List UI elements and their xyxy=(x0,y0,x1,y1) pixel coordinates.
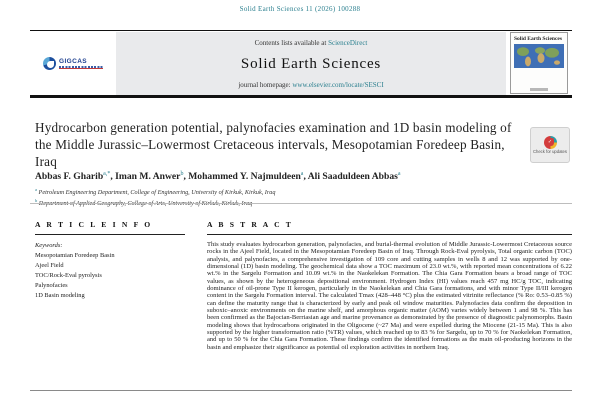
abstract-section xyxy=(207,220,572,351)
author-affil-mark: a,* xyxy=(103,171,111,177)
author-separator: , xyxy=(303,171,308,183)
homepage-line xyxy=(120,81,502,89)
author-affil-mark: b xyxy=(180,171,184,177)
keyword: TOC/Rock-Eval pyrolysis xyxy=(35,272,102,280)
bottom-divider xyxy=(30,390,572,391)
divider xyxy=(30,203,572,204)
author[interactable] xyxy=(308,171,401,182)
affiliation-mark: b xyxy=(35,197,38,203)
author-separator: , xyxy=(110,171,116,183)
homepage-prefix: journal homepage: xyxy=(238,81,293,89)
author[interactable] xyxy=(35,171,115,182)
world-map-image xyxy=(514,44,564,68)
abstract-heading: A B S T R A C T xyxy=(207,220,572,235)
sciencedirect-link[interactable]: ScienceDirect xyxy=(328,39,368,47)
author-name: Iman M. Anwer xyxy=(115,171,181,183)
cover-title: Solid Earth Sciences xyxy=(514,36,562,42)
gigcas-globe-icon xyxy=(43,57,56,70)
journal-citation-line: Solid Earth Sciences 11 (2026) 100288 xyxy=(239,5,361,13)
publisher-logo xyxy=(30,31,116,95)
journal-banner xyxy=(30,30,572,98)
affiliation xyxy=(35,187,555,198)
check-for-updates-badge[interactable] xyxy=(530,127,570,163)
author-affil-mark: a xyxy=(300,171,304,177)
journal-name: Solid Earth Sciences xyxy=(240,55,382,72)
homepage-url-link[interactable]: www.elsevier.com/locate/SESCI xyxy=(292,81,384,89)
banner-center xyxy=(116,32,506,95)
info-abstract-columns xyxy=(35,220,572,351)
article-info-heading: A R T I C L E I N F O xyxy=(35,220,185,235)
keywords-label: Keywords: xyxy=(35,242,63,249)
authors-line xyxy=(35,171,555,182)
keyword: Ajeel Field xyxy=(35,262,64,270)
check-for-updates-label: Check for updates xyxy=(533,148,567,154)
author-separator: , xyxy=(183,171,189,183)
cover-area xyxy=(506,31,572,95)
keyword: Mesopotamian Foredeep Basin xyxy=(35,252,115,260)
author[interactable] xyxy=(115,171,188,182)
author-affil-mark: a xyxy=(397,171,401,177)
keyword: 1D Basin modeling xyxy=(35,291,85,299)
author-name: Ali Saaduldeen Abbas xyxy=(307,171,398,183)
article-info-section xyxy=(35,220,185,351)
article-title: Hydrocarbon generation potential, palynofacies examination and 1D basin modeling of the Middle Jurassic–Lowermost Cretaceous intervals, Mesopotamian Foredeep Basin, Iraq xyxy=(35,120,512,169)
affiliation-text: Department of Applied Geography, College of Arts, University of Kirkuk, Kirkuk, Iraq xyxy=(37,199,253,207)
affiliation-mark: a xyxy=(35,187,37,192)
journal-cover-thumbnail[interactable] xyxy=(510,32,568,94)
publisher-logo-text: GIGCAS xyxy=(59,57,88,65)
keyword: Palynofacies xyxy=(35,282,68,290)
contents-prefix: Contents lists available at xyxy=(254,39,329,47)
crossmark-icon: ✓ xyxy=(544,136,557,149)
cover-footer-mark xyxy=(530,88,548,91)
author-name: Abbas F. Gharib xyxy=(35,171,104,183)
contents-line xyxy=(120,39,502,47)
author-name: Mohammed Y. Najmuldeen xyxy=(188,171,301,183)
abstract-text: This study evaluates hydrocarbon generation, palynofacies, and burial-thermal evolution of Middle Jurassic-Lowermost Cretaceous source rocks in the Ajeel Field, located in the Mesopotamian Foredeep Basin of Iraq. Through Rock-Eval pyrolysis, Total organic carbon (TOC) analysis, and palynofacies, a comprehensive investigation of 109 core and cutting samples in wells 8 and 12 was supported by one-dimensional (1D) basin modeling. The geochemical data show a TOC maximum of 23.0 wt.%, with reported mean concentrations of 6.22 wt.% in the Sargelu Formation and 10.09 wt.% in the Naokelekan Formation. The Chia Gara Formation bears a broad range of TOC values, as shown by the heterogeneous depositional environment. Hydrogen Index (HI) values reach 457 mg HC/g TOC, indicating dominance of oil-prone Type II kerogen, particularly in the Naokelekan and Chia Gara formations, and with minor Type II/III kerogen content in the Sargelu Formation interval. The calculated Tmax (428–448 °C) plus the estimated vitrinite reflectance (% Ro: 0.53–0.85 %) can define the maturity range that is characterized by early and peak oil window maturities. Palynofacies data confirm the deposition in suboxic–anoxic environments on the marine shelf, and amorphous organic matter (AOM) varies widely between 1 and 98 %. This has been confirmed as the Bajocian-Berriasian age and marine provenance as demonstrated by the presence of diagnostic palynomorphs. Basin modeling shows that hydrocarbons originated in the Oligocene (~27 Ma) and were expelled during the Miocene (21-15 Ma). This is also supported by the higher transformation ratio (%TR) values, which reached up to 83 % for Sargelu, up to 70 % for Naokelekan Formation, and up to 50 % for the Chia Gara Formation. These findings confirm the identified formations as the main oil-producing horizons in the basin and emphasize their significance as potential oil exploration activities in northern Iraq. xyxy=(207,241,572,351)
author[interactable] xyxy=(188,171,308,182)
affiliation-text: Petroleum Engineering Department, College of Engineering, University of Kirkuk, Kirkuk, Iraq xyxy=(37,189,276,197)
publisher-logo-subtext xyxy=(59,66,103,69)
affiliations xyxy=(35,187,555,208)
